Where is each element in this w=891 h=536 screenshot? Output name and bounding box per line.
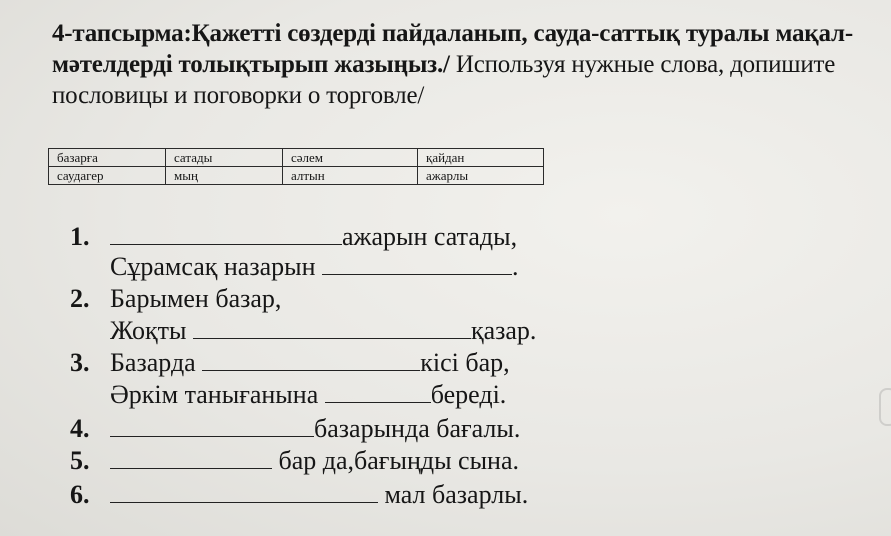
proverb-text: Базарда (110, 348, 203, 377)
word-cell: базарға (49, 149, 166, 167)
proverb-text: . (512, 252, 519, 281)
word-bank-table (48, 148, 544, 185)
proverb-text: кісі бар, (420, 348, 510, 377)
proverb-text: Барымен базар, (110, 284, 282, 313)
answer-blank[interactable] (110, 222, 342, 245)
answer-blank[interactable] (110, 480, 378, 503)
task-title-kazakh: 4-тапсырма:Қажетті сөздерді пайдаланып, сауда-саттық туралы мақал-мәтелдерді толықтырып жазыңыз./ (52, 20, 853, 78)
proverb-number: 2. (70, 284, 90, 313)
answer-blank[interactable] (193, 316, 471, 339)
paper-reflection (879, 388, 891, 426)
answer-blank[interactable] (325, 380, 431, 403)
proverb-5-line-1 (70, 446, 519, 476)
proverb-2-line-1 (70, 284, 281, 314)
word-cell: мың (166, 167, 283, 185)
proverb-3-line-2 (110, 380, 506, 410)
proverb-number: 1. (70, 222, 90, 251)
task-title (52, 18, 872, 111)
proverb-1-line-1 (70, 222, 517, 252)
proverb-text: Жоқты (110, 316, 193, 345)
answer-blank[interactable] (110, 446, 272, 469)
proverb-text: базарында бағалы. (314, 414, 521, 443)
task-title-russian: Используя нужные слова, допишите пословицы и поговорки о торговле/ (52, 51, 836, 109)
proverb-number: 5. (70, 446, 90, 475)
word-bank-row (49, 149, 544, 167)
proverb-1-line-2 (110, 252, 519, 282)
word-cell: алтын (283, 167, 418, 185)
proverb-3-line-1 (70, 348, 510, 378)
proverb-number: 6. (70, 480, 90, 509)
word-cell: ажарлы (418, 167, 544, 185)
proverb-text: қазар. (470, 316, 537, 345)
proverb-text: ажарын сатады, (342, 222, 518, 251)
proverb-text: Әркім танығанына (110, 380, 325, 409)
proverb-text: Сұрамсақ назарын (110, 252, 323, 281)
word-cell: сатады (166, 149, 283, 167)
answer-blank[interactable] (322, 252, 512, 275)
answer-blank[interactable] (202, 348, 420, 371)
proverb-6-line-1 (70, 480, 528, 510)
proverb-2-line-2 (110, 316, 536, 346)
proverb-4-line-1 (70, 414, 520, 444)
proverb-text: береді. (430, 380, 507, 409)
proverb-number: 3. (70, 348, 90, 377)
proverb-text: бар да,бағыңды сына. (272, 446, 520, 475)
word-cell: сәлем (283, 149, 418, 167)
answer-blank[interactable] (110, 414, 314, 437)
proverb-text: мал базарлы. (378, 480, 529, 509)
proverb-number: 4. (70, 414, 90, 443)
word-cell: қайдан (418, 149, 544, 167)
word-cell: саудагер (49, 167, 166, 185)
word-bank-row (49, 167, 544, 185)
